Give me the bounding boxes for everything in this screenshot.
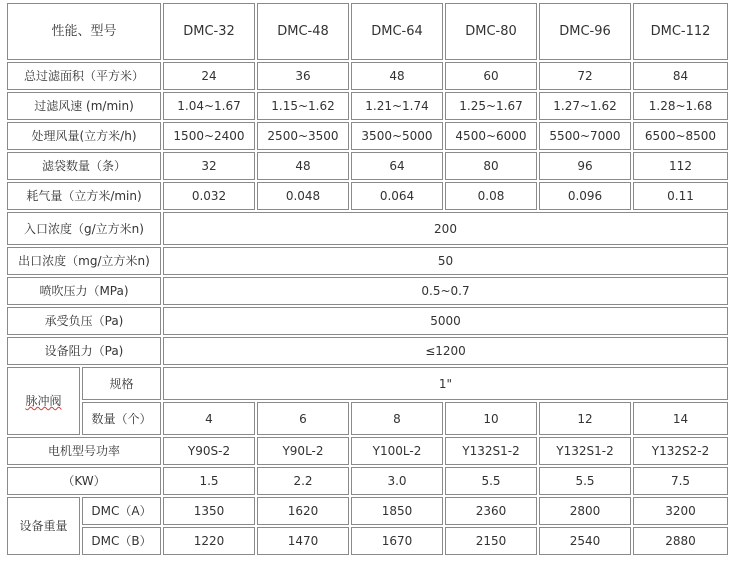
row-label: 数量（个） <box>82 402 161 435</box>
cell-value: 2800 <box>539 497 631 525</box>
cell-value: 1.04~1.67 <box>163 92 255 120</box>
model-header: DMC-112 <box>633 3 728 60</box>
shared-value: 5000 <box>163 307 728 335</box>
cell-value: 1350 <box>163 497 255 525</box>
cell-value: 0.08 <box>445 182 537 210</box>
cell-value: 6 <box>257 402 349 435</box>
cell-value: 48 <box>351 62 443 90</box>
pulse-valve-text: 脉冲阀 <box>25 394 62 408</box>
cell-value: 80 <box>445 152 537 180</box>
cell-value: 1670 <box>351 527 443 555</box>
row-label: 滤袋数量（条） <box>7 152 161 180</box>
cell-value: 1.25~1.67 <box>445 92 537 120</box>
table-row <box>7 122 728 150</box>
cell-value: 5500~7000 <box>539 122 631 150</box>
cell-value: 8 <box>351 402 443 435</box>
spec-table <box>5 1 730 557</box>
cell-value: 4 <box>163 402 255 435</box>
table-row <box>7 437 728 465</box>
cell-value: 1.15~1.62 <box>257 92 349 120</box>
cell-value: 48 <box>257 152 349 180</box>
row-label: 处理风量(立方米/h) <box>7 122 161 150</box>
table-row <box>7 212 728 245</box>
cell-value: 10 <box>445 402 537 435</box>
table-row <box>7 307 728 335</box>
cell-value: 1620 <box>257 497 349 525</box>
table-row <box>7 182 728 210</box>
cell-value: 60 <box>445 62 537 90</box>
cell-value: 1470 <box>257 527 349 555</box>
header-label: 性能、型号 <box>7 3 161 60</box>
cell-value: 5.5 <box>539 467 631 495</box>
cell-value: 64 <box>351 152 443 180</box>
cell-value: 3.0 <box>351 467 443 495</box>
row-label: 过滤风速 (m/min) <box>7 92 161 120</box>
cell-value: Y132S1-2 <box>539 437 631 465</box>
cell-value: 2360 <box>445 497 537 525</box>
cell-value: Y90S-2 <box>163 437 255 465</box>
cell-value: 7.5 <box>633 467 728 495</box>
row-label: 喷吹压力（MPa) <box>7 277 161 305</box>
cell-value: 2540 <box>539 527 631 555</box>
row-label: 入口浓度（g/立方米n) <box>7 212 161 245</box>
table-row <box>7 152 728 180</box>
row-label: 承受负压（Pa) <box>7 307 161 335</box>
table-row <box>7 402 728 435</box>
row-label: DMC（A） <box>82 497 161 525</box>
cell-value: 2880 <box>633 527 728 555</box>
row-label: 电机型号功率 <box>7 437 161 465</box>
cell-value: 3200 <box>633 497 728 525</box>
cell-value: 0.11 <box>633 182 728 210</box>
cell-value: Y132S2-2 <box>633 437 728 465</box>
model-header: DMC-48 <box>257 3 349 60</box>
table-row <box>7 92 728 120</box>
table-row <box>7 467 728 495</box>
cell-value: 0.096 <box>539 182 631 210</box>
table-row <box>7 527 728 555</box>
shared-value: 1" <box>163 367 728 400</box>
row-label: 设备阻力（Pa) <box>7 337 161 365</box>
table-row <box>7 277 728 305</box>
cell-value: 1850 <box>351 497 443 525</box>
row-label: 耗气量（立方米/min) <box>7 182 161 210</box>
cell-value: Y100L-2 <box>351 437 443 465</box>
cell-value: 1.21~1.74 <box>351 92 443 120</box>
cell-value: 5.5 <box>445 467 537 495</box>
cell-value: Y132S1-2 <box>445 437 537 465</box>
cell-value: 3500~5000 <box>351 122 443 150</box>
model-header: DMC-32 <box>163 3 255 60</box>
cell-value: 36 <box>257 62 349 90</box>
cell-value: Y90L-2 <box>257 437 349 465</box>
cell-value: 1500~2400 <box>163 122 255 150</box>
shared-value: ≤1200 <box>163 337 728 365</box>
cell-value: 32 <box>163 152 255 180</box>
cell-value: 112 <box>633 152 728 180</box>
row-label: 总过滤面积（平方米） <box>7 62 161 90</box>
spec-table-body <box>7 3 728 555</box>
header-row <box>7 3 728 60</box>
cell-value: 0.032 <box>163 182 255 210</box>
cell-value: 6500~8500 <box>633 122 728 150</box>
cell-value: 1.5 <box>163 467 255 495</box>
cell-value: 12 <box>539 402 631 435</box>
cell-value: 1220 <box>163 527 255 555</box>
cell-value: 4500~6000 <box>445 122 537 150</box>
shared-value: 50 <box>163 247 728 275</box>
row-label: DMC（B） <box>82 527 161 555</box>
table-row <box>7 337 728 365</box>
cell-value: 72 <box>539 62 631 90</box>
row-label: （KW） <box>7 467 161 495</box>
cell-value: 24 <box>163 62 255 90</box>
model-header: DMC-64 <box>351 3 443 60</box>
cell-value: 1.27~1.62 <box>539 92 631 120</box>
pulse-valve-label <box>7 367 80 435</box>
cell-value: 14 <box>633 402 728 435</box>
cell-value: 96 <box>539 152 631 180</box>
cell-value: 2500~3500 <box>257 122 349 150</box>
cell-value: 84 <box>633 62 728 90</box>
shared-value: 200 <box>163 212 728 245</box>
row-label: 出口浓度（mg/立方米n) <box>7 247 161 275</box>
cell-value: 2.2 <box>257 467 349 495</box>
cell-value: 2150 <box>445 527 537 555</box>
table-row <box>7 367 728 400</box>
table-row <box>7 62 728 90</box>
cell-value: 0.048 <box>257 182 349 210</box>
cell-value: 0.064 <box>351 182 443 210</box>
weight-label: 设备重量 <box>7 497 80 555</box>
cell-value: 1.28~1.68 <box>633 92 728 120</box>
row-label: 规格 <box>82 367 161 400</box>
table-row <box>7 247 728 275</box>
model-header: DMC-96 <box>539 3 631 60</box>
model-header: DMC-80 <box>445 3 537 60</box>
shared-value: 0.5~0.7 <box>163 277 728 305</box>
table-row <box>7 497 728 525</box>
